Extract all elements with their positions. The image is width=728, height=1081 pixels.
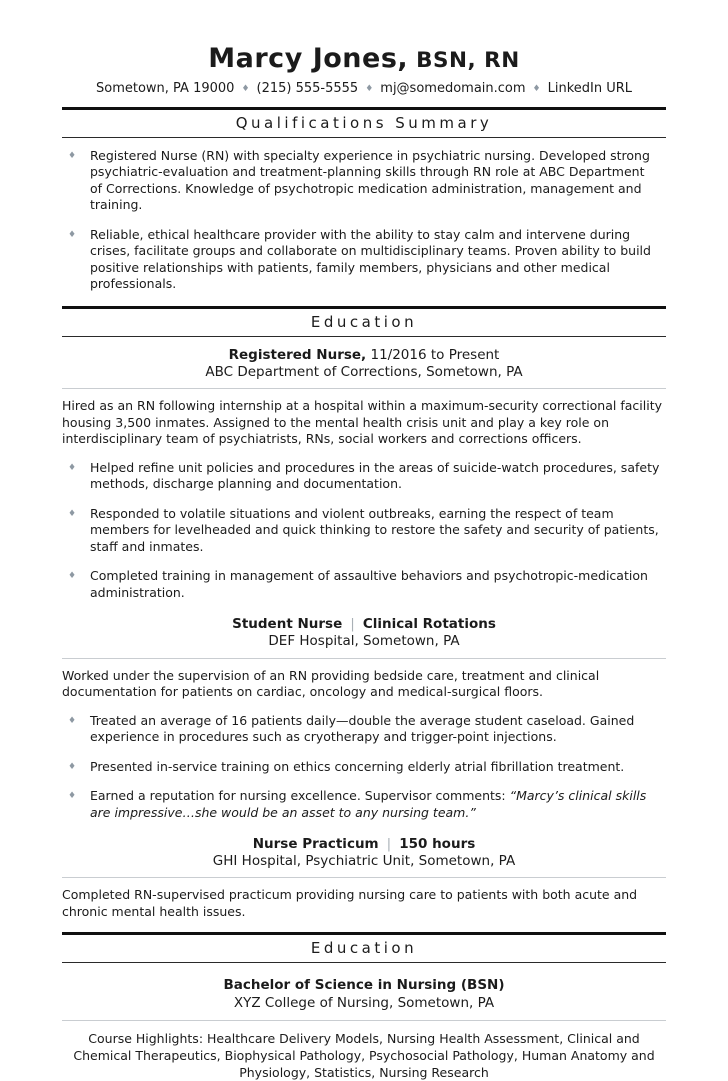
diamond-bullet-icon: ♦: [68, 229, 77, 240]
diamond-bullet-icon: ♦: [68, 508, 77, 519]
job-employer: DEF Hospital, Sometown, PA: [268, 632, 460, 649]
bullet-item: [68, 227, 666, 293]
diamond-bullet-icon: ♦: [68, 791, 77, 802]
school-name: XYZ College of Nursing, Sometown, PA: [233, 995, 495, 1011]
page-title: [62, 44, 666, 74]
section-band-qualifications: [62, 107, 666, 138]
job-summary: Hired as an RN following internship at a hospital within a maximum-security correctional facility housing 3,500 inmates. Assigned to the mental health crisis unit and play a key role on interdisciplinary team of psychiatrists, RNs, social workers and corrections officers.: [62, 398, 662, 447]
bullet-item: [68, 568, 666, 601]
job-title-dates: 11/2016 to Present: [366, 346, 500, 363]
diamond-bullet-icon: ♦: [68, 571, 77, 582]
section-band-experience: [62, 306, 666, 337]
job-title: [62, 616, 666, 633]
bullet-item: [68, 759, 666, 776]
diamond-separator-icon: ♦: [532, 83, 541, 94]
job-summary: Completed RN-supervised practicum providing nursing care to patients with both acute and chronic mental health issues.: [62, 887, 638, 919]
bullet-item: [68, 506, 666, 556]
contact-linkedin-link[interactable]: LinkedIn URL: [547, 80, 633, 96]
divider: [62, 658, 666, 659]
vertical-bar-divider: |: [350, 616, 355, 633]
contact-line: [62, 81, 666, 96]
diamond-separator-icon: ♦: [365, 83, 374, 94]
contact-location: Sometown, PA 19000: [95, 80, 235, 96]
job-employer: ABC Department of Corrections, Sometown, PA: [205, 363, 523, 380]
bullet-item: [68, 713, 666, 746]
bullet-text: Helped refine unit policies and procedures in the areas of suicide-watch procedures, safety methods, discharge planning and documentation.: [90, 459, 660, 492]
divider: [62, 1020, 666, 1021]
course-highlights: Course Highlights: Healthcare Delivery Models, Nursing Health Assessment, Clinical and Chemical Therapeutics, Biophysical Pathology, Psychosocial Pathology, Human Anatomy and Physiology, Statistics, Nursing Research: [73, 1030, 655, 1080]
diamond-bullet-icon: ♦: [68, 150, 77, 161]
bullet-text: Reliable, ethical healthcare provider with the ability to stay calm and intervene during crises, facilitate groups and collaborate on multidisciplinary teams. Proven ability to build positive relationships with patients, family members, physicians and other medical professionals.: [90, 226, 651, 292]
section-title-experience: Education: [310, 312, 418, 331]
bullet-text: Registered Nurse (RN) with specialty experience in psychiatric nursing. Developed strong psychiatric-evaluation and treatment-planning skills through RN role at ABC Department of Corrections. Knowledge of psychotropic medication administration, management and training.: [90, 147, 650, 213]
contact-email-link[interactable]: mj@somedomain.com: [380, 80, 526, 96]
supervisor-quote: “Marcy’s clinical skills are impressive…she would be an asset to any nursing team.”: [90, 788, 647, 820]
bullet-item: [68, 460, 666, 493]
job-heading: [62, 616, 666, 650]
job-heading: [62, 347, 666, 381]
job-employer: GHI Hospital, Psychiatric Unit, Sometown, PA: [212, 852, 516, 869]
bullet-item: [68, 788, 666, 821]
divider: [62, 877, 666, 878]
quote-prefix: Earned a reputation for nursing excellence. Supervisor comments:: [90, 788, 510, 804]
bullet-text-with-quote: [90, 788, 666, 821]
bullet-item: [68, 148, 666, 214]
section-band-education: [62, 932, 666, 963]
job-title: [62, 836, 666, 853]
job-title-bold: Student Nurse: [232, 616, 343, 633]
section-title-education: Education: [310, 939, 418, 958]
diamond-bullet-icon: ♦: [68, 715, 77, 726]
candidate-name: Marcy Jones,: [208, 43, 409, 74]
candidate-credentials: BSN, RN: [408, 48, 520, 73]
diamond-bullet-icon: ♦: [68, 761, 77, 772]
job-summary: Worked under the supervision of an RN providing bedside care, treatment and clinical documentation for patients on cardiac, oncology and medical-surgical floors.: [62, 667, 600, 700]
job-title-bold: Nurse Practicum: [252, 836, 379, 853]
bullet-text: Presented in-service training on ethics concerning elderly atrial fibrillation treatment.: [90, 758, 625, 774]
contact-phone: (215) 555-5555: [256, 80, 359, 96]
job-title: [62, 347, 666, 364]
diamond-separator-icon: ♦: [241, 83, 250, 94]
job-title-bold: Registered Nurse,: [228, 346, 367, 363]
job-title-bold2: Clinical Rotations: [362, 616, 496, 633]
section-title-qualifications: Qualifications Summary: [235, 113, 493, 132]
diamond-bullet-icon: ♦: [68, 462, 77, 473]
bullet-text: Responded to volatile situations and violent outbreaks, earning the respect of team members for levelheaded and quick thinking to restore the safety and security of patients, staff and inmates.: [90, 505, 659, 554]
divider: [62, 388, 666, 389]
bullet-text: Completed training in management of assaultive behaviors and psychotropic-medication administration.: [90, 568, 648, 600]
bullet-text: Treated an average of 16 patients daily—double the average student caseload. Gained experience in procedures such as cryotherapy and trigger-point injections.: [90, 712, 635, 745]
job-title-bold2: 150 hours: [399, 836, 476, 853]
vertical-bar-divider: |: [386, 836, 392, 853]
job-heading: [62, 836, 666, 870]
degree-title: Bachelor of Science in Nursing (BSN): [223, 977, 505, 994]
